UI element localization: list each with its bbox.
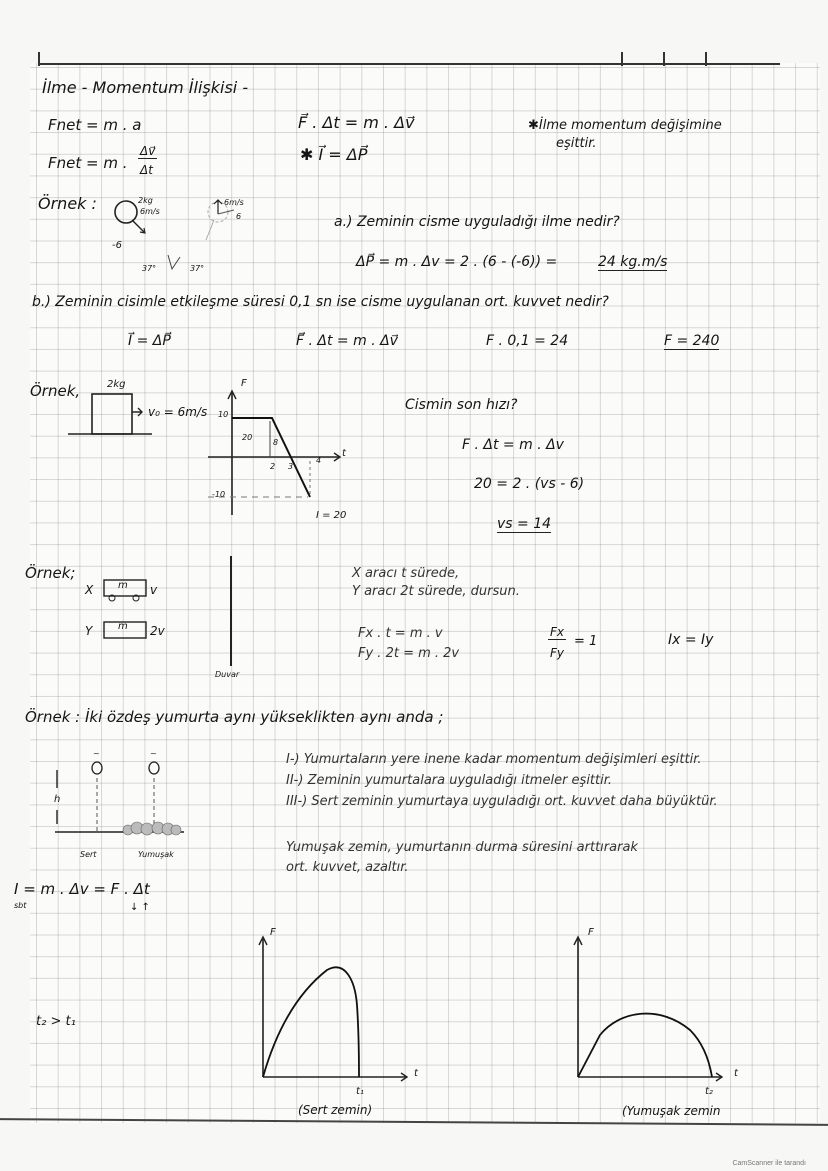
page-title: İlme - Momentum İlişkisi - [42, 78, 249, 97]
hard-graph-caption: (Sert zemin) [298, 1103, 373, 1117]
question-a: a.) Zeminin cisme uyguladığı ilme nedir? [334, 214, 620, 230]
example-3-eq-1: Fx . t = m . v [358, 626, 443, 641]
hard-graph-end-tick: t₁ [356, 1086, 364, 1097]
tab-mark [705, 52, 707, 66]
car-y-mass: m [118, 621, 128, 632]
example-4-label: Örnek : İki özdeş yumurta aynı yükseklikten aynı anda ; [25, 708, 444, 726]
box-mass: 2kg [107, 379, 126, 390]
car-y-label: Y [85, 624, 93, 638]
question-b: b.) Zeminin cisimle etkileşme süresi 0,1 sn ise cisme uygulanan ort. kuvvet nedir? [32, 294, 609, 310]
car-y-velocity: 2v [150, 624, 165, 638]
car-x-label: X [85, 583, 94, 597]
example-3-text-2: Y aracı 2t sürede, dursun. [352, 584, 520, 599]
ratio-value: = 1 [574, 634, 598, 649]
svg-text:~: ~ [150, 749, 157, 758]
example-2-label: Örnek, [30, 382, 81, 400]
b-result: F = 240 [664, 333, 720, 349]
example-3-text-1: X aracı t sürede, [352, 566, 460, 581]
formula-fnet-left: Fnet = m . [48, 154, 128, 172]
graph-height-label: 8 [273, 438, 279, 447]
conclusion-1: Yumuşak zemin, yumurtanın durma süresini arttırarak [286, 840, 638, 855]
formula-fraction-num: Δv⃗ [140, 144, 156, 158]
scanner-watermark: CamScanner ile tarandı [732, 1160, 806, 1167]
soft-surface-force-graph [570, 935, 750, 1085]
car-x-velocity: v [150, 583, 158, 597]
graph-x-tick-2: 2 [270, 462, 276, 471]
wall-line [230, 556, 232, 666]
ball-speed: 6m/s [140, 207, 160, 216]
example-2-step-1: F . Δt = m . Δv [462, 437, 564, 453]
time-comparison: t₂ > t₁ [36, 1014, 76, 1029]
formula-fnet-ma: Fnet = m . a [48, 116, 142, 134]
ratio-denominator: Fy [550, 646, 565, 660]
b-step-1: I⃗ = ΔP⃗ [128, 333, 171, 349]
soft-graph-end-tick: t₂ [705, 1086, 713, 1097]
statement-1: I-) Yumurtaların yere inene kadar momentum değişimleri eşittir. [286, 752, 702, 767]
formula-impulse: ✱ I⃗ = ΔP⃗ [300, 145, 368, 164]
page-top-rule [38, 63, 780, 65]
soft-graph-caption: (Yumuşak zemin [622, 1104, 721, 1118]
graph-x-axis: t [342, 448, 346, 459]
graph-x-tick-3: 3 [288, 462, 294, 471]
soft-graph-y-axis: F [588, 927, 594, 938]
hard-graph-y-axis: F [270, 927, 276, 938]
down-arrow-icon [160, 255, 190, 275]
formula-force-impulse: F⃗ . Δt = m . Δv⃗ [298, 113, 415, 132]
tab-mark [38, 52, 40, 66]
height-label: h [54, 794, 61, 805]
car-x-mass: m [118, 580, 128, 591]
impulse-equality: Ix = Iy [668, 632, 714, 648]
graph-area-label: 20 [242, 433, 253, 442]
hard-surface-label: Sert [80, 850, 97, 859]
example-3-eq-2: Fy . 2t = m . 2v [358, 646, 460, 661]
example-2-result: vs = 14 [497, 516, 552, 532]
example-1-label: Örnek : [38, 194, 97, 213]
ball-mass: 2kg [138, 196, 153, 205]
force-time-graph [200, 385, 360, 525]
conclusion-2: ort. kuvvet, azaltır. [286, 860, 409, 875]
force-time-arrows: ↓ ↑ [130, 902, 150, 913]
impulse-constant: sbt [14, 901, 27, 910]
angle-right: 37° [190, 264, 205, 273]
hard-surface-force-graph [255, 935, 425, 1085]
example-2-question: Cismin son hızı? [405, 397, 518, 413]
note-impulse: ✱İlme momentum değişimine [528, 118, 722, 133]
example-3-label: Örnek; [25, 564, 76, 582]
graph-y-bottom: -10 [212, 490, 226, 499]
ball-down-velocity: -6 [112, 240, 122, 251]
hard-graph-x-axis: t [414, 1068, 418, 1079]
initial-velocity: v₀ = 6m/s [148, 405, 208, 419]
ratio-numerator: Fx [550, 625, 565, 639]
graph-y-axis: F [241, 378, 247, 389]
soft-graph-x-axis: t [734, 1068, 738, 1079]
tab-mark [663, 52, 665, 66]
egg-drop-diagram [50, 748, 190, 838]
impulse-formula: I = m . Δv = F . Δt [14, 880, 150, 898]
soft-surface-label: Yumuşak [138, 850, 174, 859]
b-step-2: F⃗ . Δt = m . Δv⃗ [296, 333, 398, 349]
vector-right: 6 [236, 212, 242, 221]
statement-3: III-) Sert zeminin yumurtaya uyguladığı ort. kuvvet daha büyüktür. [286, 794, 718, 809]
b-step-3: F . 0,1 = 24 [486, 333, 569, 349]
note-impulse-cont: eşittir. [556, 136, 597, 151]
angle-left: 37° [142, 264, 157, 273]
wall-label: Duvar [215, 670, 240, 679]
tab-mark [621, 52, 623, 66]
vector-speed: 6m/s [224, 198, 244, 207]
svg-text:~: ~ [93, 749, 100, 758]
graph-impulse-label: I = 20 [316, 510, 347, 521]
graph-y-top: 10 [218, 410, 229, 419]
example-2-step-2: 20 = 2 . (vs - 6) [474, 476, 585, 492]
answer-a: ΔP⃗ = m . Δv = 2 . (6 - (-6)) = [356, 254, 558, 270]
graph-x-tick-4: 4 [316, 456, 322, 465]
statement-2: II-) Zeminin yumurtalara uyguladığı itmeler eşittir. [286, 773, 613, 788]
answer-a-result: 24 kg.m/s [598, 254, 668, 270]
formula-fraction-den: Δt [140, 163, 153, 177]
